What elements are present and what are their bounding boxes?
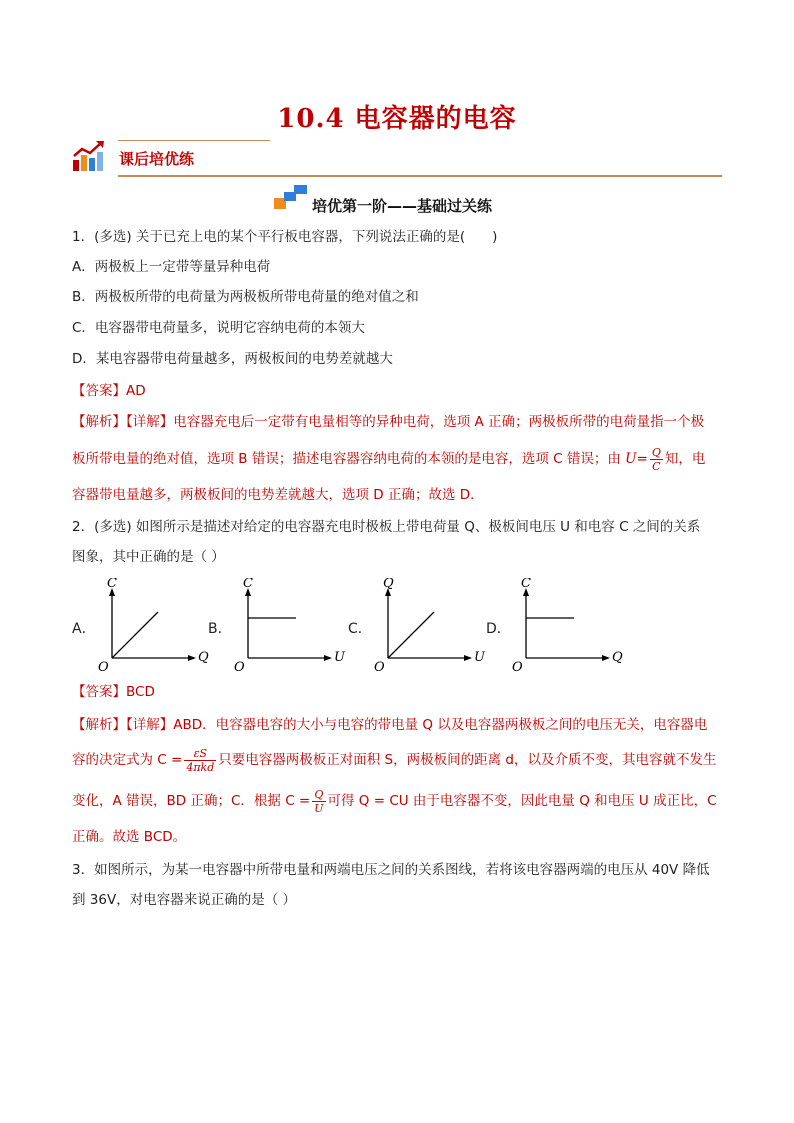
- graph-svg: [230, 578, 355, 673]
- q2-answer: [72, 677, 724, 707]
- q2-analysis-line-2: [72, 745, 724, 775]
- fraction-denominator: C: [652, 459, 661, 473]
- x-axis-label: U: [334, 650, 345, 665]
- fraction-denominator: 4πkd: [186, 760, 215, 774]
- graph-line: [112, 612, 158, 658]
- fraction-epsilon-s: [184, 747, 216, 774]
- q1-option-c: C．电容器带电荷量多，说明它容纳电荷的本领大: [72, 320, 365, 336]
- q1-option-a: A．两极板上一定带等量异种电荷: [72, 259, 271, 275]
- analysis-tag: 【解析】【详解】: [72, 717, 174, 733]
- graph-svg: [94, 578, 219, 673]
- section-label: 课后培优练: [119, 150, 195, 168]
- graph-option-letter: D．: [486, 621, 511, 637]
- x-axis-arrow: [464, 655, 472, 661]
- banner-rule: [118, 175, 722, 177]
- stage-heading: [0, 180, 794, 214]
- q2-analysis-line-1: [72, 710, 724, 740]
- q1-analysis-line-3: 容器带电量越多，两极板间的电势差就越大，选项 D 正确；故选 D．: [72, 487, 484, 503]
- q1-answer: [72, 376, 724, 406]
- y-axis-label: C: [243, 578, 253, 591]
- q2-stem-line-1: 2．(多选) 如图所示是描述对给定的电容器充电时极板上带电荷量 Q、极板间电压 U 和电容 C 之间的关系: [72, 519, 701, 535]
- bar-chart-icon: [72, 140, 106, 172]
- q1-analysis-line-1: [72, 407, 724, 437]
- stairs-icon: [274, 184, 308, 210]
- q1-option-d: D．某电容器带电荷量越多，两极板间的电势差就越大: [72, 351, 393, 367]
- graph-option-letter: C．: [348, 621, 372, 637]
- fraction-numerator: Q: [651, 445, 661, 459]
- fraction-numerator: εS: [184, 747, 216, 761]
- fraction-denominator: U: [314, 801, 324, 815]
- analysis-text: ABD．电容器电容的大小与电容的带电量 Q 以及电容器两极板之间的电压无关，电容器电: [173, 717, 708, 733]
- q3-stem-line-2: 到 36V，对电容器来说正确的是（ ）: [72, 892, 296, 908]
- banner-top-line: [118, 140, 270, 141]
- math-eq: =: [636, 451, 648, 467]
- section-banner: [72, 136, 722, 178]
- answer-tag: 【答案】: [72, 383, 126, 399]
- stage-title: 培优第一阶——基础过关练: [312, 197, 493, 215]
- analysis-text: 电容器充电后一定带有电量相等的异种电荷，选项 A 正确；两极板所带的电荷量指一个极: [173, 414, 705, 430]
- y-axis-label: C: [521, 578, 531, 591]
- math-var: U: [625, 451, 637, 467]
- graph-svg: [508, 578, 633, 673]
- origin-label: O: [234, 660, 245, 673]
- q2-analysis-line-3: [72, 786, 724, 816]
- q1-analysis-line-2: [72, 444, 724, 474]
- page-title: 10.4 电容器的电容: [277, 104, 517, 134]
- y-axis-label: Q: [383, 578, 394, 591]
- fraction-q-over-c: [650, 446, 663, 473]
- graph-option-letter: B．: [208, 621, 232, 637]
- origin-label: O: [98, 660, 109, 673]
- fraction-numerator: Q: [312, 788, 325, 802]
- analysis-tag: 【解析】【详解】: [72, 414, 174, 430]
- q2-stem-line-2: 图象，其中正确的是（ ）: [72, 549, 225, 565]
- analysis-text: 知，电: [664, 451, 706, 467]
- analysis-text: 变化，A 错误，BD 正确；C．根据 C =: [72, 793, 311, 809]
- graph-svg: [370, 578, 495, 673]
- x-axis-arrow: [602, 655, 610, 661]
- graph-line: [388, 612, 434, 658]
- origin-label: O: [374, 660, 385, 673]
- q1-option-b: B．两极板所带的电荷量为两极板所带电荷量的绝对值之和: [72, 289, 419, 305]
- q1-stem: 1．(多选) 关于已充上电的某个平行板电容器，下列说法正确的是( ): [72, 229, 498, 245]
- analysis-text: 容的决定式为 C =: [72, 752, 183, 768]
- x-axis-label: U: [474, 650, 485, 665]
- analysis-text: 只要电容器两极板正对面积 S，两极板间的距离 d，以及介质不变，其电容就不发生: [218, 752, 717, 768]
- q2-analysis-line-4: 正确。故选 BCD。: [72, 829, 187, 845]
- x-axis-arrow: [188, 655, 196, 661]
- y-axis-label: C: [107, 578, 117, 591]
- x-axis-label: Q: [612, 650, 623, 665]
- analysis-text: 可得 Q = CU 由于电容器不变，因此电量 Q 和电压 U 成正比，C: [327, 793, 717, 809]
- fraction-q-over-u: [312, 788, 325, 815]
- answer-tag: 【答案】: [72, 684, 126, 700]
- graph-option-letter: A．: [72, 621, 96, 637]
- origin-label: O: [512, 660, 523, 673]
- x-axis-label: Q: [198, 650, 209, 665]
- answer-value: BCD: [126, 684, 155, 700]
- x-axis-arrow: [324, 655, 332, 661]
- q3-stem-line-1: 3．如图所示，为某一电容器中所带电量和两端电压之间的关系图线，若将该电容器两端的电压从 40V 降低: [72, 862, 710, 878]
- analysis-text: 板所带电量的绝对值，选项 B 错误；描述电容器容纳电荷的本领的是电容，选项 C 错误；由: [72, 451, 626, 467]
- answer-value: AD: [126, 383, 146, 399]
